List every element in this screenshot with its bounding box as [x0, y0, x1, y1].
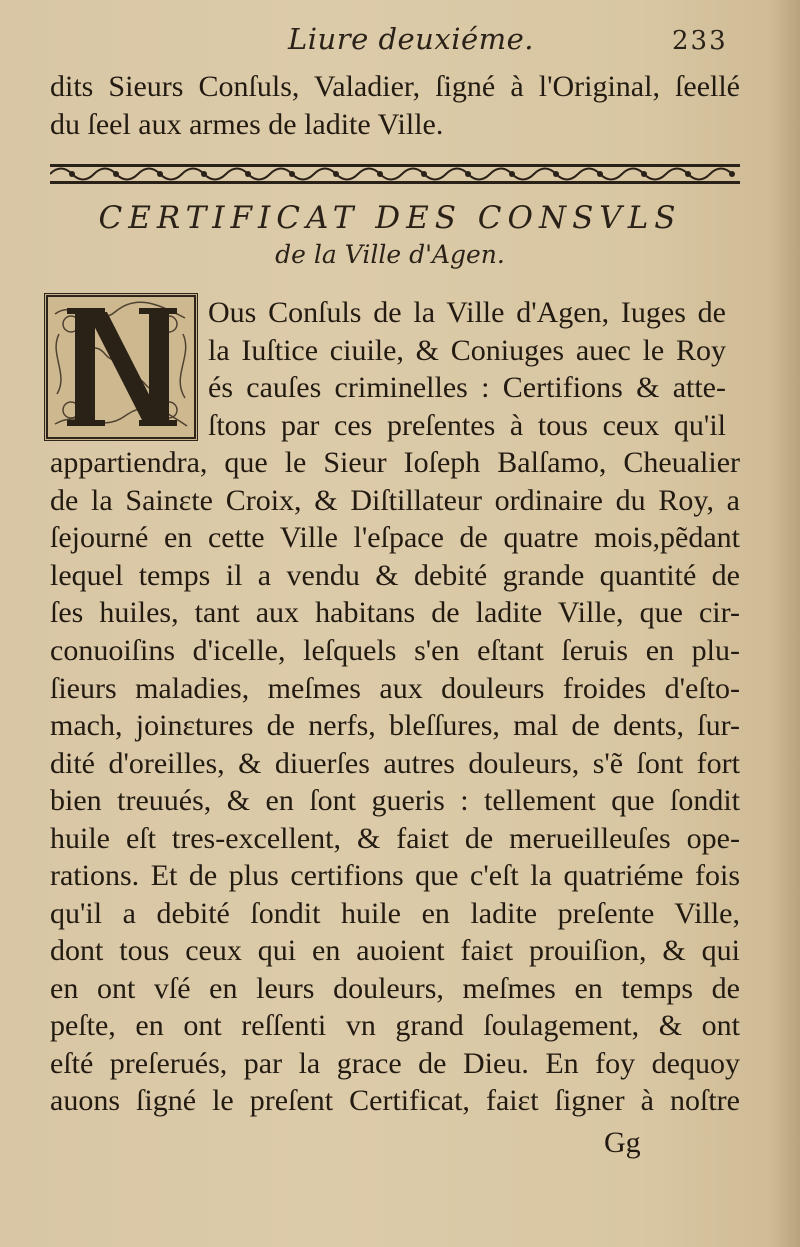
- running-head: [0, 22, 800, 62]
- body-line-15: huile eſt tres-excellent, & faiɛt de merueilleuſes ope-: [50, 822, 740, 855]
- body-line-18: dont tous ceux qui en auoient faiɛt prouiſion, & qui: [50, 934, 740, 967]
- body-line-19: en ont vſé en leurs douleurs, meſmes en temps de: [50, 972, 740, 1005]
- body-line-5: appartiendra, que le Sieur Ioſeph Balſamo, Cheualier: [50, 446, 740, 479]
- preceding-line-1: dits Sieurs Conſuls, Valadier, ſigné à l'Original, ſeellé: [50, 70, 740, 103]
- body-line-8: lequel temps il a vendu & debité grande quantité de: [50, 559, 740, 592]
- body-line-9: ſes huiles, tant aux habitans de ladite Ville, que cir-: [50, 596, 740, 629]
- page-number: 233: [672, 26, 728, 56]
- body-line-7: ſejourné en cette Ville l'eſpace de quatre mois,pẽdant: [50, 521, 740, 554]
- body-line-13: dité d'oreilles, & diuerſes autres douleurs, s'ẽ ſont fort: [50, 747, 740, 780]
- body-line-2: la Iuſtice ciuile, & Coniuges auec le Roy: [208, 334, 726, 367]
- preceding-line-2: du ſeel aux armes de ladite Ville.: [50, 108, 444, 141]
- drop-cap-ornament-icon: [45, 294, 197, 440]
- body-line-16: rations. Et de plus certifions que c'eſt la quatriéme fois: [50, 859, 740, 892]
- body-line-6: de la Sainɛte Croix, & Diſtillateur ordinaire du Roy, a: [50, 484, 740, 517]
- body-line-1: Ous Conſuls de la Ville d'Agen, Iuges de: [208, 296, 726, 329]
- body-line-21: eſté preſerués, par la grace de Dieu. En foy dequoy: [50, 1047, 740, 1080]
- body-line-20: peſte, en ont reſſenti vn grand ſoulagement, & ont: [50, 1009, 740, 1042]
- body-line-12: mach, joinɛtures de nerfs, bleſſures, mal de dents, ſur-: [50, 709, 740, 742]
- ornament-band: [50, 163, 740, 185]
- body-line-14: bien treuués, & en ſont gueris : tellement que ſondit: [50, 784, 740, 817]
- running-title: Liure deuxiéme.: [288, 22, 535, 56]
- body-line-10: conuoiſins d'icelle, leſquels s'en eſtant ſeruis en plu-: [50, 634, 740, 667]
- drop-cap: [44, 293, 198, 441]
- body-line-11: ſieurs maladies, meſmes aux douleurs froides d'eſto-: [50, 672, 740, 705]
- body-line-4: ſtons par ces preſentes à tous ceux qu'il: [208, 409, 726, 442]
- catchword: Gg: [604, 1126, 641, 1159]
- section-subtitle: de la Ville d'Agen.: [275, 240, 505, 269]
- body-line-22: auons ſigné le preſent Certificat, faiɛt ſigner à noſtre: [50, 1084, 740, 1117]
- body-line-3: és cauſes criminelles : Certifions & atte-: [208, 371, 726, 404]
- section-title: CERTIFICAT DES CONSVLS: [98, 200, 682, 236]
- body-line-17: qu'il a debité ſondit huile en ladite preſente Ville,: [50, 897, 740, 930]
